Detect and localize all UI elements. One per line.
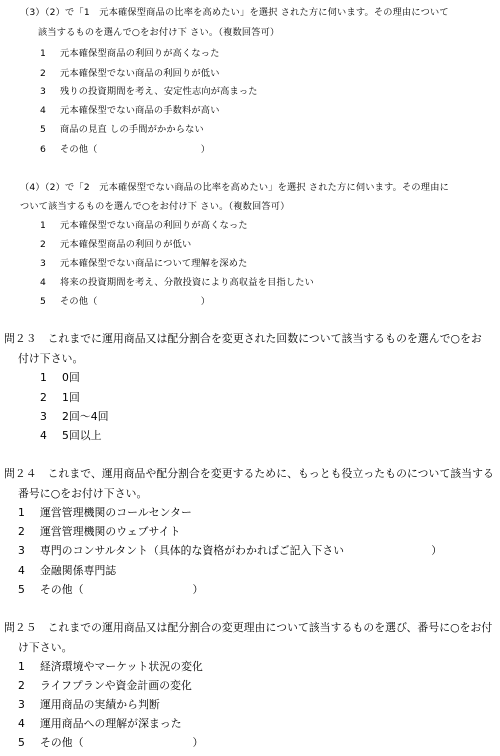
option-number: 5 [40,296,47,307]
question-25-option-3 [18,697,160,712]
option-text: 将来の投資期間を考え、分散投資により高収益を目指したい [60,277,315,288]
option-text: その他（ ） [60,144,211,155]
question-25-option-4 [18,716,182,731]
question-24-option-2 [18,524,180,539]
option-number: 2 [40,68,47,79]
option-number: 3 [40,410,47,423]
option-number: 4 [40,105,47,116]
question-23-text-line1: 問２３ これまでに運用商品又は配分割合を変更された回数について該当するものを選んで○をお [4,332,482,345]
option-number: 3 [18,698,25,711]
question-23-option-1 [40,370,80,385]
question-25-text-line1: 問２５ これまでの運用商品又は配分割合の変更理由について該当するものを選び、番号に○をお付 [4,621,493,634]
option-text: その他（ ） [60,296,211,307]
option-text: 元本確保型でない商品の利回りが高くなった [60,220,248,231]
question-23-option-2 [40,390,80,405]
option-number: 6 [40,144,47,155]
option-number: 4 [40,277,47,288]
option-number: 5 [18,583,25,596]
option-text: 専門のコンサルタント（具体的な資格がわかればご記入下さい ） [40,544,443,557]
option-text: 元本確保型でない商品の手数料が高い [60,105,220,116]
question-4-option-4 [40,274,314,288]
option-number: 5 [18,736,25,749]
question-24-text-line2: 番号に○をお付け下さい。 [18,487,148,500]
option-text: 運用商品への理解が深まった [40,717,182,730]
option-text: 元本確保型商品の利回りが高くなった [60,48,220,59]
question-4-option-1 [40,217,248,231]
question-3-option-5 [40,121,204,135]
option-number: 3 [40,258,47,269]
option-text: ライフプランや資金計画の変化 [40,679,192,692]
option-number: 3 [40,86,47,97]
option-number: 5 [40,124,47,135]
question-24-text-line1: 問２４ これまで、運用商品や配分割合を変更するために、もっとも役立ったものについて該当する [4,467,494,480]
option-text: 元本確保型でない商品の利回りが低い [60,68,220,79]
question-4-text-line1: （4）（2）で「2 元本確保型でない商品の比率を高めたい」を選択 された方に伺います。その理由に [20,182,449,193]
question-3-option-3 [40,83,258,97]
option-number: 2 [40,391,47,404]
option-text: その他（ ） [40,736,204,749]
option-text: 2回～4回 [62,410,109,423]
option-text: 0回 [62,371,80,384]
option-number: 1 [40,48,47,59]
question-3-option-6 [40,141,210,155]
option-text: 運用商品の実績から判断 [40,698,160,711]
option-text: 経済環境やマーケット状況の変化 [40,660,203,673]
question-24-option-4 [18,563,116,578]
option-number: 2 [40,239,47,250]
option-text: 元本確保型でない商品について理解を深めた [60,258,248,269]
option-number: 4 [40,429,47,442]
question-3-option-1 [40,45,220,59]
question-4-text-line2: ついて該当するものを選んで○をお付け下 さい。（複数回答可） [20,201,290,212]
question-3-text-line1: （3）（2）で「1 元本確保型商品の比率を高めたい」を選択 された方に伺います。その理由について [20,7,449,18]
question-25-text-line2: け下さい。 [18,641,73,654]
question-4-option-3 [40,255,248,269]
question-23-option-4 [40,428,102,443]
option-text: 運営管理機関のコールセンター [40,506,192,519]
question-3-option-2 [40,65,220,79]
option-text: その他（ ） [40,583,204,596]
option-text: 運営管理機関のウェブサイト [40,525,181,538]
question-4-option-2 [40,236,191,250]
option-number: 1 [18,506,25,519]
option-text: 元本確保型商品の利回りが低い [60,239,192,250]
question-23-option-3 [40,409,109,424]
question-25-option-5 [18,735,203,750]
question-25-option-1 [18,659,203,674]
option-text: 1回 [62,391,80,404]
option-text: 商品の見直 しの手間がかからない [60,124,204,135]
option-number: 2 [18,525,25,538]
option-text: 5回以上 [62,429,102,442]
option-number: 4 [18,564,25,577]
option-text: 金融関係専門誌 [40,564,117,577]
question-24-option-5 [18,582,203,597]
option-number: 4 [18,717,25,730]
option-number: 3 [18,544,25,557]
option-text: 残りの投資期間を考え、安定性志向が高まった [60,86,258,97]
question-24-option-1 [18,505,192,520]
question-3-option-4 [40,102,220,116]
question-25-option-2 [18,678,192,693]
question-3-text-line2: 該当するものを選んで○をお付け下 さい。（複数回答可） [38,27,280,38]
option-number: 2 [18,679,25,692]
question-24-option-3 [18,543,442,558]
option-number: 1 [18,660,25,673]
question-23-text-line2: 付け下さい。 [18,352,84,365]
question-4-option-5 [40,293,210,307]
option-number: 1 [40,220,47,231]
option-number: 1 [40,371,47,384]
